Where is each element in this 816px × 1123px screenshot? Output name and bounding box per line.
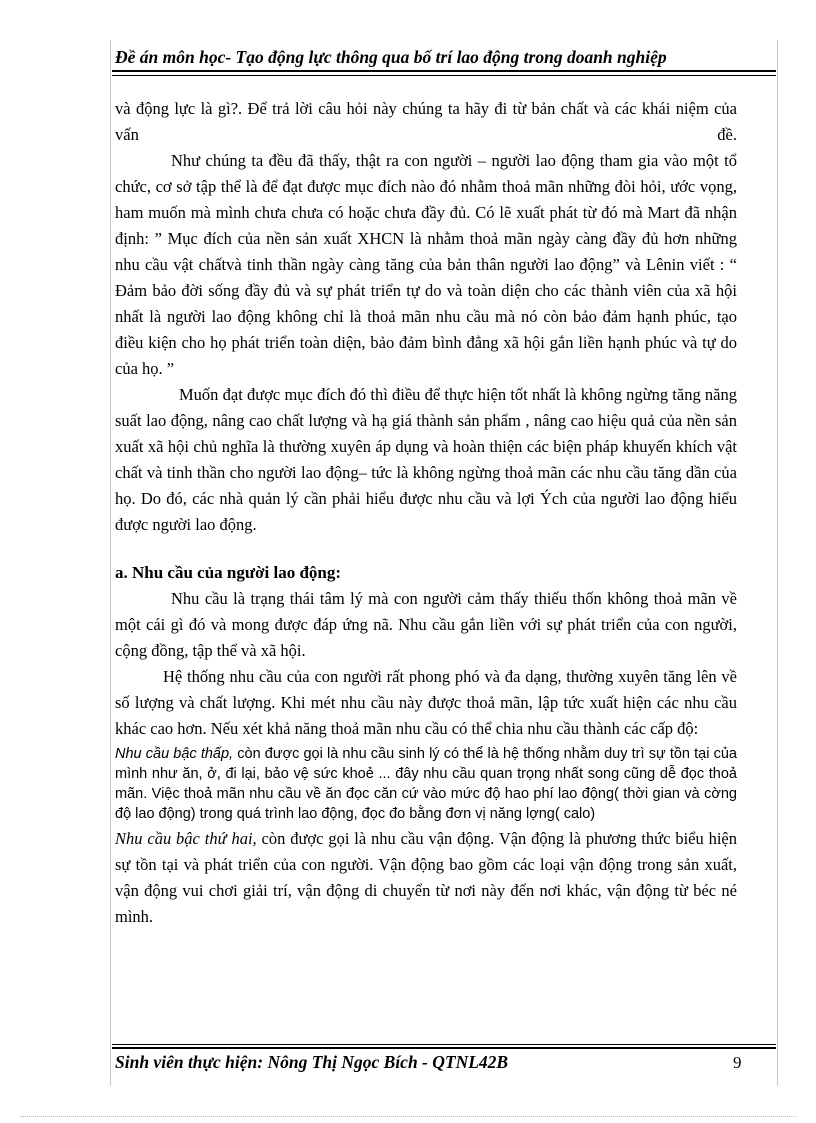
footer-rule-thick: [112, 1047, 776, 1049]
footer-author: Sinh viên thực hiện: Nông Thị Ngọc Bích - QTNL42B: [115, 1052, 509, 1072]
paragraph-productivity: Muốn đạt được mục đích đó thì điều để thực hiện tốt nhất là không ngừng tăng năng suất lao động, nâng cao chất lượng và hạ giá thành sản phẩm , nâng cao hiệu quả của nền sản xuất xã hội chủ nghĩa là thường xuyên áp dụng và hoàn thiện các biện pháp khuyến khích vật chất và tinh thần cho người lao động– tức là không ngừng thoả mãn các nhu cầu tăng dần của họ. Do đó, các nhà quản lý cần phải hiểu được nhu cầu và lợi Ých của người lao động hiểu được người lao động.: [115, 385, 737, 534]
paragraph-need-definition: Nhu cầu là trạng thái tâm lý mà con người cảm thấy thiếu thốn không thoả mãn về một cái gì đó và mong được đáp ứng nã. Nhu cầu gắn liền với sự phát triển của con người, cộng đồng, tập thể và xã hội.: [115, 589, 737, 660]
second-level-need-term: Nhu cầu bậc thứ hai,: [115, 829, 257, 848]
second-level-need-text: còn được gọi là nhu cầu vận động. Vận động là phương thức biểu hiện sự tồn tại và phát triển của con người. Vận động bao gồm các loại vận động trong sản xuất, vận động vui chơi giải trí, vận động di chuyển từ nơi này đến nơi khác, vận động từ béc né mình.: [115, 829, 737, 926]
document-body: [115, 96, 737, 930]
paragraph-low-level-need: [115, 744, 737, 824]
header-rule-thick: [112, 70, 776, 72]
paragraph-second-level-need: [115, 826, 737, 930]
page-number: 9: [733, 1053, 742, 1072]
section-heading-a: a. Nhu cầu của người lao động:: [115, 563, 342, 582]
low-level-need-text: còn được gọi là nhu cầu sinh lý có thể là hệ thống nhằm duy trì sự tồn tại của mình như ăn, ở, đi lại, bảo vệ sức khoẻ ... đây nhu cầu quan trọng nhất song cũng dễ đọc thoả mãn. Việc thoả mãn nhu cầu về ăn đọc căn cứ vào mức độ hao phí lao động( thời gian và cờng độ lao động) trong quá trình lao động, đọc đo bằng đơn vị năng lợng( calo): [115, 746, 737, 822]
header-title: Đề án môn học- Tạo động lực thông qua bố trí lao động trong doanh nghiệp: [115, 47, 667, 67]
footer-rule-thin: [112, 1044, 776, 1045]
low-level-need-term: Nhu cầu bậc thấp,: [115, 746, 234, 762]
header-rule-thin: [112, 75, 776, 76]
paragraph-need-system: Hệ thống nhu cầu của con người rất phong phó và đa dạng, thường xuyên tăng lên về số lượng và chất lượng. Khi mét nhu cầu này được thoả mãn, lập tức xuất hiện các nhu cầu khác cao hơn. Nếu xét khả năng thoả mãn nhu cầu có thể chia nhu cầu thành các cấp độ:: [115, 667, 737, 738]
paragraph-intro: và động lực là gì?. Để trả lời câu hỏi này chúng ta hãy đi từ bản chất và các khái niệm của vấn đề.: [115, 99, 737, 144]
page-bottom-dotted-line: [20, 1116, 796, 1117]
paragraph-human-needs: Như chúng ta đều đã thấy, thật ra con người – người lao động tham gia vào một tổ chức, cơ sở tập thể là để đạt được mục đích nào đó nhằm thoả mãn những đòi hỏi, ước vọng, ham muốn mà mình chưa chưa có hoặc chưa đầy đủ. Có lẽ xuất phát từ đó mà Mart đã nhận định: ” Mục đích của nền sản xuất XHCN là nhằm thoả mãn ngày càng đầy đủ hơn những nhu cầu vật chấtvà tinh thần ngày càng tăng của bản thân người lao động” và Lênin viết : “ Đảm bảo đời sống đầy đủ và sự phát triển tự do và toàn diện cho các thành viên của xã hội nhất là người lao động không chỉ là thoả mãn nhu cầu mà nó còn bảo đảm hạnh phúc, tạo điều kiện cho họ phát triển toàn diện, bảo đảm bình đẳng xã hội gắn liền hạnh phúc và tự do của họ. ”: [115, 151, 737, 378]
